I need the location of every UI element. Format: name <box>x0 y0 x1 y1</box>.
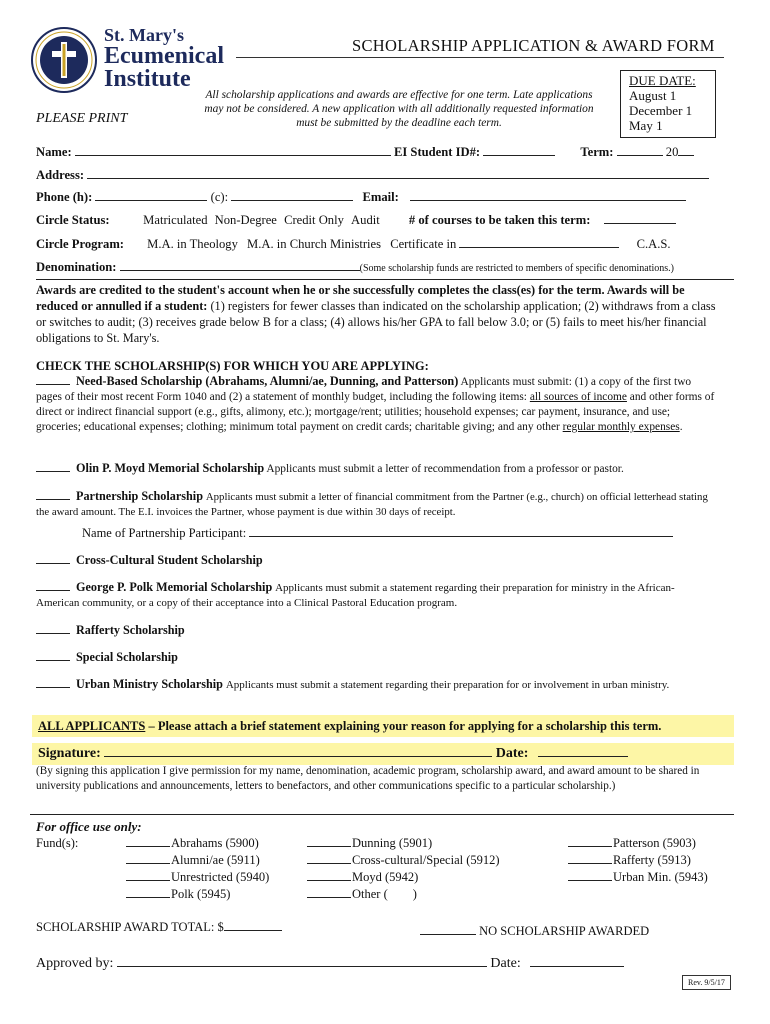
denomination-label: Denomination: <box>36 260 117 274</box>
phone-cell-label: (c): <box>210 190 229 204</box>
fund-blank[interactable] <box>307 846 351 847</box>
status-matriculated[interactable]: Matriculated <box>143 213 208 227</box>
need-based-desc-u1: all sources of income <box>529 391 627 403</box>
partnership-name: Partnership Scholarship <box>76 489 203 503</box>
student-id-label: EI Student ID#: <box>393 145 481 159</box>
signature-date-label: Date: <box>495 746 529 761</box>
logo-name-large-1: Ecumenical <box>104 43 224 69</box>
award-total-label: SCHOLARSHIP AWARD TOTAL: $ <box>36 920 224 934</box>
circle-program-label: Circle Program: <box>36 237 125 251</box>
certificate-field[interactable] <box>459 247 619 248</box>
program-ma-theology[interactable]: M.A. in Theology <box>147 237 238 251</box>
divider-bottom <box>30 814 734 815</box>
fund-polk: Polk (5945) <box>171 887 231 901</box>
due-date-aug: August 1 <box>629 88 677 103</box>
due-date-may: May 1 <box>629 118 663 133</box>
due-date-dec: December 1 <box>629 103 693 118</box>
urban-checkbox[interactable] <box>36 687 70 688</box>
circle-status-label: Circle Status: <box>36 213 110 227</box>
approved-field[interactable] <box>117 966 487 967</box>
term-field[interactable] <box>617 155 663 156</box>
rafferty-checkbox[interactable] <box>36 633 70 634</box>
special-checkbox[interactable] <box>36 660 70 661</box>
address-field[interactable] <box>87 178 709 179</box>
awards-notice <box>36 282 728 346</box>
signature-label: Signature: <box>38 746 101 761</box>
program-certificate[interactable]: Certificate in <box>390 237 457 251</box>
courses-label: # of courses to be taken this term: <box>408 213 591 227</box>
all-applicants-label: ALL APPLICANTS <box>38 719 146 733</box>
status-audit[interactable]: Audit <box>351 213 380 227</box>
fund-dunning: Dunning (5901) <box>352 836 433 850</box>
fund-blank[interactable] <box>307 897 351 898</box>
awards-notice-bold: Awards are credited to the student's account when he or she successfully completes the class(es) for the term. Awards will be reduced or annulled if a student: <box>36 283 685 313</box>
fund-moyd: Moyd (5942) <box>352 870 419 884</box>
term-year-field[interactable] <box>678 155 694 156</box>
no-award-label: NO SCHOLARSHIP AWARDED <box>479 924 650 938</box>
approved-date-field[interactable] <box>530 966 624 967</box>
need-based-desc-c: . <box>679 421 683 433</box>
moyd-checkbox[interactable] <box>36 471 70 472</box>
fund-alumni: Alumni/ae (5911) <box>171 853 260 867</box>
all-applicants-text: – Please attach a brief statement explaining your reason for applying for a scholarship this term. <box>145 719 662 733</box>
urban-desc: Applicants must submit a statement regarding their preparation for or involvement in urban ministry. <box>225 679 670 691</box>
polk-checkbox[interactable] <box>36 590 70 591</box>
scholarships-heading: CHECK THE SCHOLARSHIP(S) FOR WHICH YOU ARE APPLYING: <box>36 359 429 373</box>
partnership-desc: Applicants must submit a letter of financial commitment from the Partner (e.g., church) on official letterhead stating the award amount. The E.I. invoices the Partner, whose payment is due within 30 days of receipt. <box>36 491 708 518</box>
urban-name: Urban Ministry Scholarship <box>76 677 223 691</box>
notice: All scholarship applications and awards are effective for one term. Late applications may not be considered. A new application with all additionally requested information must be submitted by the deadline each term. <box>204 89 594 129</box>
need-based-checkbox[interactable] <box>36 384 70 385</box>
program-ma-church-ministries[interactable]: M.A. in Church Ministries <box>247 237 382 251</box>
fund-patterson: Patterson (5903) <box>613 836 696 850</box>
moyd-name: Olin P. Moyd Memorial Scholarship <box>76 461 265 475</box>
partnership-checkbox[interactable] <box>36 499 70 500</box>
no-award-field[interactable] <box>420 934 476 935</box>
program-cas[interactable]: C.A.S. <box>636 237 671 251</box>
fund-abrahams: Abrahams (5900) <box>171 836 259 850</box>
fund-blank[interactable] <box>568 880 612 881</box>
approved-label: Approved by: <box>36 956 114 971</box>
name-label: Name: <box>36 145 72 159</box>
fund-blank[interactable] <box>126 897 170 898</box>
denomination-field[interactable] <box>120 270 360 271</box>
fund-cross-cultural: Cross-cultural/Special (5912) <box>352 853 500 867</box>
polk-desc: Applicants must submit a statement regarding their preparation for ministry in the African-American community, or a copy of their acceptance into a Clinical Pastoral Education program. <box>36 582 675 609</box>
fund-urban: Urban Min. (5943) <box>613 870 708 884</box>
logo-name-small: St. Mary's <box>104 25 184 45</box>
fund-other: Other ( ) <box>352 887 417 901</box>
signature-date-field[interactable] <box>538 756 628 757</box>
email-field[interactable] <box>410 200 686 201</box>
partnership-participant-field[interactable] <box>249 536 673 537</box>
title-rule <box>236 57 724 58</box>
signature-row <box>32 743 734 765</box>
all-applicants-banner <box>32 715 734 737</box>
fund-blank[interactable] <box>307 880 351 881</box>
need-based-desc-a: Applicants must submit: (1) a copy of the first two pages of their most recent Form 1040 and (2) a statement of monthly budget, including the following items: <box>36 376 692 403</box>
phone-cell-field[interactable] <box>231 200 353 201</box>
phone-home-field[interactable] <box>95 200 207 201</box>
signature-field[interactable] <box>104 756 492 757</box>
please-print: PLEASE PRINT <box>36 111 128 126</box>
name-field[interactable] <box>75 155 391 156</box>
phone-home-label: Phone (h): <box>36 190 93 204</box>
fund-blank[interactable] <box>126 863 170 864</box>
fund-blank[interactable] <box>568 846 612 847</box>
fund-rafferty: Rafferty (5913) <box>613 853 691 867</box>
approved-date-label: Date: <box>490 956 521 971</box>
special-name: Special Scholarship <box>76 650 178 664</box>
student-id-field[interactable] <box>483 155 555 156</box>
office-heading: For office use only: <box>36 819 142 834</box>
fund-unrestricted: Unrestricted (5940) <box>171 870 270 884</box>
logo <box>30 22 230 102</box>
courses-field[interactable] <box>604 223 676 224</box>
cross-cultural-name: Cross-Cultural Student Scholarship <box>76 553 263 567</box>
logo-name-large-2: Institute <box>104 66 191 92</box>
fund-blank[interactable] <box>126 880 170 881</box>
term-label: Term: <box>580 145 614 159</box>
fund-blank[interactable] <box>126 846 170 847</box>
signature-consent: (By signing this application I give permission for my name, denomination, academic program, scholarship award, and award amount to be shared in university publications and announcements, letters to benefactors, and other communications specific to a particular scholarship.) <box>36 765 700 792</box>
award-total-field[interactable] <box>224 930 282 931</box>
moyd-desc: Applicants must submit a letter of recommendation from a professor or pastor. <box>266 463 624 475</box>
rafferty-name: Rafferty Scholarship <box>76 623 185 637</box>
status-credit-only[interactable]: Credit Only <box>284 213 344 227</box>
address-label: Address: <box>36 168 85 182</box>
need-based-name: Need-Based Scholarship (Abrahams, Alumni/ae, Dunning, and Patterson) <box>76 374 459 388</box>
need-based-desc-u2: regular monthly expenses <box>562 421 680 433</box>
seal-icon <box>30 26 98 94</box>
email-label: Email: <box>362 190 399 204</box>
status-non-degree[interactable]: Non-Degree <box>214 213 277 227</box>
fund-blank[interactable] <box>307 863 351 864</box>
divider-top <box>36 279 734 280</box>
awards-notice-rest: (1) registers for fewer classes than indicated on the scholarship application; (2) withdraws from a class or switches to audit; (3) receives grade below B for a class; (4) allows his/her GPA to fall below 3.0; or (5) fails to meet his/her financial obligations to St. Mary's. <box>36 299 716 345</box>
due-date-box <box>620 70 716 138</box>
due-date-label: DUE DATE: <box>629 73 696 88</box>
funds-label: Fund(s): <box>36 836 79 850</box>
revision-badge: Rev. 9/5/17 <box>682 975 731 990</box>
term-year: 20 <box>665 145 679 159</box>
need-based-desc-b: and other forms of direct or indirect financial support (e.g., gifts, alimony, etc.); mortgage/rent; utilities; household expenses; car payment, insurance, and use; groceries; educational expenses; clothing; minimum total payment on credit cards; charitable giving; and any other <box>36 391 715 433</box>
cross-cultural-checkbox[interactable] <box>36 563 70 564</box>
denomination-note: (Some scholarship funds are restricted to members of specific denominations.) <box>359 263 674 274</box>
polk-name: George P. Polk Memorial Scholarship <box>76 580 273 594</box>
form-title: SCHOLARSHIP APPLICATION & AWARD FORM <box>352 36 715 55</box>
fund-blank[interactable] <box>568 863 612 864</box>
partnership-participant-label: Name of Partnership Participant: <box>82 526 247 540</box>
